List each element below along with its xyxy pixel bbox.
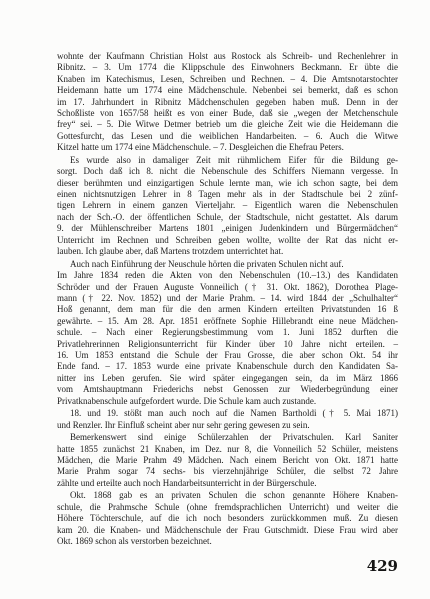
text-line: 18. und 19. stößt man auch noch auf die Namen Bartholdi († 5. Mai 1871): [70, 408, 398, 419]
text-line: Es wurde also in damaliger Zeit mit rühmlichem Eifer für die Bildung ge-: [70, 154, 398, 165]
text-line: Kitzel hatte um 1774 eine Mädchenschule. – 7. Desgleichen die Ehefrau Peters.: [57, 142, 344, 153]
text-line: Okt. 1869 schon als verstorben bezeichnet.: [57, 536, 212, 546]
text-line: schule, die Prahmsche Schule (ohne fremdsprachlichen Unterricht) und weiter die: [57, 501, 398, 512]
text-line: Hoß genannt, dem man für die den armen Kindern erteilten Privatstunden 16 ß: [57, 304, 398, 315]
text-line: vom Amtshauptmann Friederichs nebst Genossen zur Wiederbegründung einer: [57, 384, 398, 395]
text-line: wohnte der Kaufmann Christian Holst aus Rostock als Schreib- und Rechenlehrer in: [57, 51, 398, 61]
text-line: hatte 1855 zunächst 21 Knaben, im Dez. nur 8, die Vonneilich 52 Schüler, meistens: [57, 443, 398, 454]
text-line: 16. Um 1853 entstand die Schule der Frau Grosse, die aber schon Okt. 54 ihr: [57, 349, 398, 360]
page-body-text: [57, 51, 398, 547]
paragraph: [57, 408, 398, 431]
text-line: Höhere Töchterschule, auf die ich noch besonders zurückkommen muß. Zu diesen: [57, 513, 398, 524]
text-line: 9. der Mühlenschreiber Martens 1801 „einigen Judenkindern und Bürgermädchen“: [57, 223, 398, 234]
text-line: Heidemann hatte um 1774 eine Mädchenschule. Nebenbei sei bemerkt, daß es schon: [57, 85, 398, 96]
text-line: Schoßliste von 1657/58 heißt es von einer Bude, daß sie „wegen der Metchenschule: [57, 108, 398, 119]
text-line: Privatlehrerinnen Religionsunterricht für Kinder über 10 Jahre nicht erteilen. –: [57, 338, 398, 349]
text-line: nitter ins Leben gerufen. Sie wird später eingegangen sein, da im März 1866: [57, 372, 398, 383]
text-line: mann († 22. Nov. 1852) und der Marie Prahm. – 14. wird 1844 der „Schulhalter“: [57, 292, 398, 303]
paragraph: [57, 259, 398, 407]
text-line: dieser berühmten und einzigartigen Schule lernte man, wie ich schon sagte, bei dem: [57, 177, 398, 188]
text-line: zählte und erteilte auch noch Handarbeitsunterricht in der Bürgerschule.: [57, 477, 317, 488]
text-line: Bemerkenswert sind einige Schülerzahlen der Privatschulen. Karl Saniter: [70, 432, 398, 443]
text-line: tigen Lehrern in einem ganzen Vierteljahr. – Eigentlich waren die Nebenschulen: [57, 200, 398, 211]
text-line: Unterricht im Rechnen und Schreiben geben wollte, wollte der Rat das nicht er-: [57, 234, 398, 245]
text-line: Privatknabenschule aufgefordert wurde. Die Schule kam auch zustande.: [57, 395, 317, 406]
text-line: kam 20. die Knaben- und Mädchenschule der Frau Gutschmidt. Diese Frau wird aber: [57, 524, 398, 535]
text-line: gewährte. – 15. Am 28. Apr. 1851 eröffnete Sophie Hillebrandt eine neue Mädchen-: [57, 315, 398, 326]
text-line: Schröder und der Frauen Auguste Vonneilich († 31. Okt. 1862), Dorothea Plage-: [57, 281, 398, 292]
text-line: lauben. Ich glaube aber, daß Martens trotzdem unterrichtet hat.: [57, 246, 284, 257]
text-line: frey“ sei. – 5. Die Witwe Detmer betrieb um die gleiche Zeit wie die Heidemann die: [57, 119, 398, 130]
paragraph: [57, 155, 398, 258]
text-line: Okt. 1868 gab es an privaten Schulen die schon genannte Höhere Knaben-: [70, 490, 398, 501]
text-line: Marie Prahm sogar 74 sechs- bis vierzehnjährige Schüler, die selbst 72 Jahre: [57, 466, 398, 477]
text-line: im 17. Jahrhundert in Ribnitz Mädchenschulen gegeben haben muß. Denn in der: [57, 96, 398, 107]
text-line: nach der Sch.-O. der öffentlichen Schule, der Stadtschule, nicht gestattet. Als darum: [57, 211, 398, 222]
text-line: einen nichtsnutzigen Lehrer in 8 Tagen mehr als in der Stadtschule bei 2 zünf-: [57, 189, 398, 200]
text-line: sorgt. Doch daß ich 8. nicht die Nebenschule des Schiffers Niemann vergesse. In: [57, 166, 398, 177]
paragraph: [57, 51, 398, 154]
text-line: Auch nach Einführung der Neuschule hörten die privaten Schulen nicht auf.: [70, 258, 344, 269]
page-number: 429: [366, 557, 398, 575]
text-line: Gottesfurcht, das Lesen und die weiblichen Handarbeiten. – 6. Auch die Witwe: [57, 130, 398, 141]
text-line: Knaben im Katechismus, Lesen, Schreiben und Rechnen. – 4. Die Amtsnotarstochter: [57, 73, 398, 84]
text-line: Ende fand. – 17. 1853 wurde eine private Knabenschule durch den Kandidaten Sa-: [57, 361, 398, 372]
text-line: Im Jahre 1834 reden die Akten von den Nebenschulen (10.–13.) des Kandidaten: [57, 270, 398, 281]
text-line: schule. – Nach einer Regierungsbestimmung vom 1. Juni 1852 durften die: [57, 327, 398, 338]
text-line: Mädchen, die Marie Prahm 49 Mädchen. Nach einem Bericht von Okt. 1871 hatte: [57, 454, 398, 465]
paragraph: [57, 432, 398, 489]
paragraph: [57, 490, 398, 547]
text-line: und Renzler. Ihr Einfluß scheint aber nur sehr gering gewesen zu sein.: [57, 419, 310, 430]
text-line: Ribnitz. – 3. Um 1774 die Klippschule des Einwohners Beckmann. Er übte die: [57, 62, 398, 73]
